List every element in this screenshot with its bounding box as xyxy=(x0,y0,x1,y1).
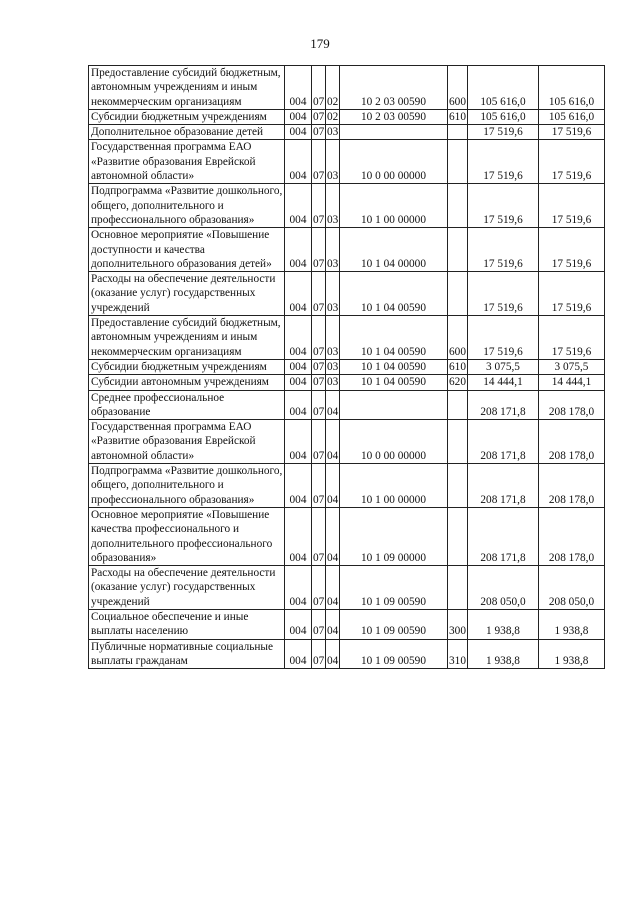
section-code-cell: 07 xyxy=(312,566,326,610)
amount-year2-cell: 105 616,0 xyxy=(539,66,605,110)
amount-year2-cell: 17 519,6 xyxy=(539,272,605,316)
section-code-cell: 07 xyxy=(312,507,326,565)
expense-type-cell xyxy=(448,420,468,464)
amount-year2-cell: 3 075,5 xyxy=(539,359,605,374)
admin-code-cell: 004 xyxy=(285,566,312,610)
section-code-cell: 07 xyxy=(312,272,326,316)
row-name-cell: Субсидии автономным учреждениям xyxy=(89,375,285,390)
target-article-cell: 10 1 04 00590 xyxy=(340,359,448,374)
admin-code-cell: 004 xyxy=(285,125,312,140)
row-name-cell: Социальное обеспечение и иные выплаты населению xyxy=(89,609,285,639)
expense-type-cell: 610 xyxy=(449,360,466,373)
table-row xyxy=(89,609,605,639)
amount-year1-cell: 208 171,8 xyxy=(468,507,539,565)
amount-year1-cell: 208 171,8 xyxy=(468,390,539,420)
amount-year1-cell: 3 075,5 xyxy=(468,359,539,374)
admin-code-cell: 004 xyxy=(285,639,312,669)
amount-year2-cell: 17 519,6 xyxy=(539,316,605,360)
table-row xyxy=(89,359,605,374)
amount-year1-cell: 208 171,8 xyxy=(468,464,539,508)
amount-year2-cell: 17 519,6 xyxy=(539,184,605,228)
subsection-code-cell: 04 xyxy=(326,464,340,508)
admin-code-cell: 004 xyxy=(285,464,312,508)
subsection-code-cell: 03 xyxy=(326,228,340,272)
subsection-code-cell: 02 xyxy=(327,110,339,123)
expense-type-cell: 600 xyxy=(448,66,468,110)
amount-year2-cell: 208 178,0 xyxy=(539,390,605,420)
subsection-code-cell: 04 xyxy=(326,639,340,669)
subsection-code-cell: 03 xyxy=(327,376,339,389)
expense-type-cell: 310 xyxy=(448,639,468,669)
subsection-code-cell: 03 xyxy=(326,184,340,228)
target-article-cell: 10 1 00 00000 xyxy=(340,464,448,508)
amount-year1-cell: 208 050,0 xyxy=(468,566,539,610)
amount-year2-cell: 208 178,0 xyxy=(539,420,605,464)
target-article-cell: 10 1 04 00590 xyxy=(340,272,448,316)
subsection-code-cell: 04 xyxy=(326,420,340,464)
amount-year1-cell: 208 171,8 xyxy=(468,420,539,464)
subsection-code-cell: 03 xyxy=(326,272,340,316)
table-row xyxy=(89,228,605,272)
target-article-cell: 10 0 00 00000 xyxy=(340,420,448,464)
row-name-cell: Подпрограмма «Развитие дошкольного, общего, дополнительного и профессионального образования» xyxy=(89,184,285,228)
section-code-cell: 07 xyxy=(312,639,326,669)
admin-code-cell: 004 xyxy=(285,507,312,565)
admin-code-cell: 004 xyxy=(285,375,312,390)
section-code-cell: 07 xyxy=(312,609,326,639)
row-name-cell: Субсидии бюджетным учреждениям xyxy=(89,109,285,124)
expense-type-cell xyxy=(448,228,468,272)
section-code-cell: 07 xyxy=(313,360,325,373)
target-article-cell: 10 0 00 00000 xyxy=(340,140,448,184)
amount-year1-cell: 14 444,1 xyxy=(468,375,539,390)
target-article-cell: 10 1 04 00590 xyxy=(340,375,448,390)
row-name-cell: Среднее профессиональное образование xyxy=(89,390,285,420)
table-row xyxy=(89,566,605,610)
amount-year2-cell: 17 519,6 xyxy=(539,228,605,272)
row-name-cell: Расходы на обеспечение деятельности (оказание услуг) государственных учреждений xyxy=(89,566,285,610)
target-article-cell xyxy=(340,125,448,140)
target-article-cell: 10 2 03 00590 xyxy=(340,109,448,124)
target-article-cell: 10 1 04 00000 xyxy=(340,228,448,272)
admin-code-cell: 004 xyxy=(285,272,312,316)
expense-type-cell xyxy=(448,566,468,610)
expense-type-cell: 610 xyxy=(449,110,466,123)
page-number: 179 xyxy=(310,36,330,51)
section-code-cell: 07 xyxy=(313,110,325,123)
admin-code-cell: 004 xyxy=(285,228,312,272)
row-name-cell: Дополнительное образование детей xyxy=(89,125,285,140)
table-row xyxy=(89,272,605,316)
target-article-cell: 10 1 00 00000 xyxy=(340,184,448,228)
section-code-cell: 07 xyxy=(312,420,326,464)
target-article-cell: 10 1 09 00590 xyxy=(340,566,448,610)
subsection-code-cell: 04 xyxy=(326,609,340,639)
section-code-cell: 07 xyxy=(312,140,326,184)
admin-code-cell: 004 xyxy=(285,359,312,374)
amount-year2-cell: 208 178,0 xyxy=(539,507,605,565)
expense-type-cell: 600 xyxy=(448,316,468,360)
admin-code-cell: 004 xyxy=(285,316,312,360)
expense-type-cell xyxy=(448,125,468,140)
amount-year2-cell: 1 938,8 xyxy=(539,639,605,669)
table-row xyxy=(89,125,605,140)
row-name-cell: Государственная программа ЕАО «Развитие образования Еврейской автономной области» xyxy=(89,140,285,184)
amount-year2-cell: 14 444,1 xyxy=(539,375,605,390)
amount-year2-cell: 208 178,0 xyxy=(539,464,605,508)
table-row xyxy=(89,420,605,464)
admin-code-cell: 004 xyxy=(285,184,312,228)
expense-type-cell xyxy=(448,464,468,508)
section-code-cell: 07 xyxy=(312,184,326,228)
subsection-code-cell: 03 xyxy=(327,360,339,373)
subsection-code-cell: 02 xyxy=(326,66,340,110)
row-name-cell: Основное мероприятие «Повышение доступности и качества дополнительного образования детей» xyxy=(89,228,285,272)
target-article-cell: 10 1 09 00590 xyxy=(340,639,448,669)
table-row xyxy=(89,184,605,228)
admin-code-cell: 004 xyxy=(285,609,312,639)
subsection-code-cell: 04 xyxy=(326,566,340,610)
section-code-cell: 07 xyxy=(312,228,326,272)
row-name-cell: Подпрограмма «Развитие дошкольного, общего, дополнительного и профессионального образования» xyxy=(89,464,285,508)
amount-year1-cell: 17 519,6 xyxy=(468,184,539,228)
admin-code-cell: 004 xyxy=(285,420,312,464)
section-code-cell: 07 xyxy=(312,316,326,360)
expense-type-cell: 620 xyxy=(449,376,466,389)
section-code-cell: 07 xyxy=(312,464,326,508)
amount-year1-cell: 17 519,6 xyxy=(468,316,539,360)
section-code-cell: 07 xyxy=(313,126,325,139)
expense-type-cell xyxy=(448,390,468,420)
amount-year1-cell: 17 519,6 xyxy=(468,125,539,140)
amount-year2-cell: 17 519,6 xyxy=(539,125,605,140)
expense-type-cell xyxy=(448,184,468,228)
table-row xyxy=(89,390,605,420)
amount-year2-cell: 208 050,0 xyxy=(539,566,605,610)
expense-type-cell: 300 xyxy=(448,609,468,639)
table-row xyxy=(89,140,605,184)
admin-code-cell: 004 xyxy=(285,109,312,124)
subsection-code-cell: 03 xyxy=(326,140,340,184)
row-name-cell: Субсидии бюджетным учреждениям xyxy=(89,359,285,374)
amount-year1-cell: 1 938,8 xyxy=(468,639,539,669)
target-article-cell xyxy=(340,390,448,420)
row-name-cell: Предоставление субсидий бюджетным, автономным учреждениям и иным некоммерческим организациям xyxy=(89,316,285,360)
table-row xyxy=(89,316,605,360)
admin-code-cell: 004 xyxy=(285,390,312,420)
expense-type-cell xyxy=(448,507,468,565)
table-row xyxy=(89,507,605,565)
subsection-code-cell: 04 xyxy=(326,390,340,420)
row-name-cell: Основное мероприятие «Повышение качества профессионального и дополнительного профессионального образования» xyxy=(89,507,285,565)
table-row xyxy=(89,375,605,390)
amount-year2-cell: 17 519,6 xyxy=(539,140,605,184)
table-row xyxy=(89,109,605,124)
amount-year1-cell: 17 519,6 xyxy=(468,272,539,316)
table-row xyxy=(89,66,605,110)
expense-type-cell xyxy=(448,140,468,184)
target-article-cell: 10 1 09 00590 xyxy=(340,609,448,639)
subsection-code-cell: 04 xyxy=(326,507,340,565)
section-code-cell: 07 xyxy=(312,390,326,420)
admin-code-cell: 004 xyxy=(285,66,312,110)
budget-table xyxy=(88,65,605,669)
row-name-cell: Расходы на обеспечение деятельности (оказание услуг) государственных учреждений xyxy=(89,272,285,316)
subsection-code-cell: 03 xyxy=(326,316,340,360)
amount-year1-cell: 17 519,6 xyxy=(468,228,539,272)
row-name-cell: Предоставление субсидий бюджетным, автономным учреждениям и иным некоммерческим организациям xyxy=(89,66,285,110)
amount-year2-cell: 105 616,0 xyxy=(539,109,605,124)
admin-code-cell: 004 xyxy=(285,140,312,184)
table-row xyxy=(89,639,605,669)
section-code-cell: 07 xyxy=(312,66,326,110)
subsection-code-cell: 03 xyxy=(327,126,339,139)
target-article-cell: 10 2 03 00590 xyxy=(340,66,448,110)
amount-year1-cell: 105 616,0 xyxy=(468,109,539,124)
target-article-cell: 10 1 04 00590 xyxy=(340,316,448,360)
row-name-cell: Государственная программа ЕАО «Развитие образования Еврейской автономной области» xyxy=(89,420,285,464)
target-article-cell: 10 1 09 00000 xyxy=(340,507,448,565)
table-body xyxy=(89,66,605,669)
section-code-cell: 07 xyxy=(313,376,325,389)
row-name-cell: Публичные нормативные социальные выплаты гражданам xyxy=(89,639,285,669)
amount-year1-cell: 17 519,6 xyxy=(468,140,539,184)
expense-type-cell xyxy=(448,272,468,316)
amount-year1-cell: 105 616,0 xyxy=(468,66,539,110)
amount-year1-cell: 1 938,8 xyxy=(468,609,539,639)
amount-year2-cell: 1 938,8 xyxy=(539,609,605,639)
table-row xyxy=(89,464,605,508)
